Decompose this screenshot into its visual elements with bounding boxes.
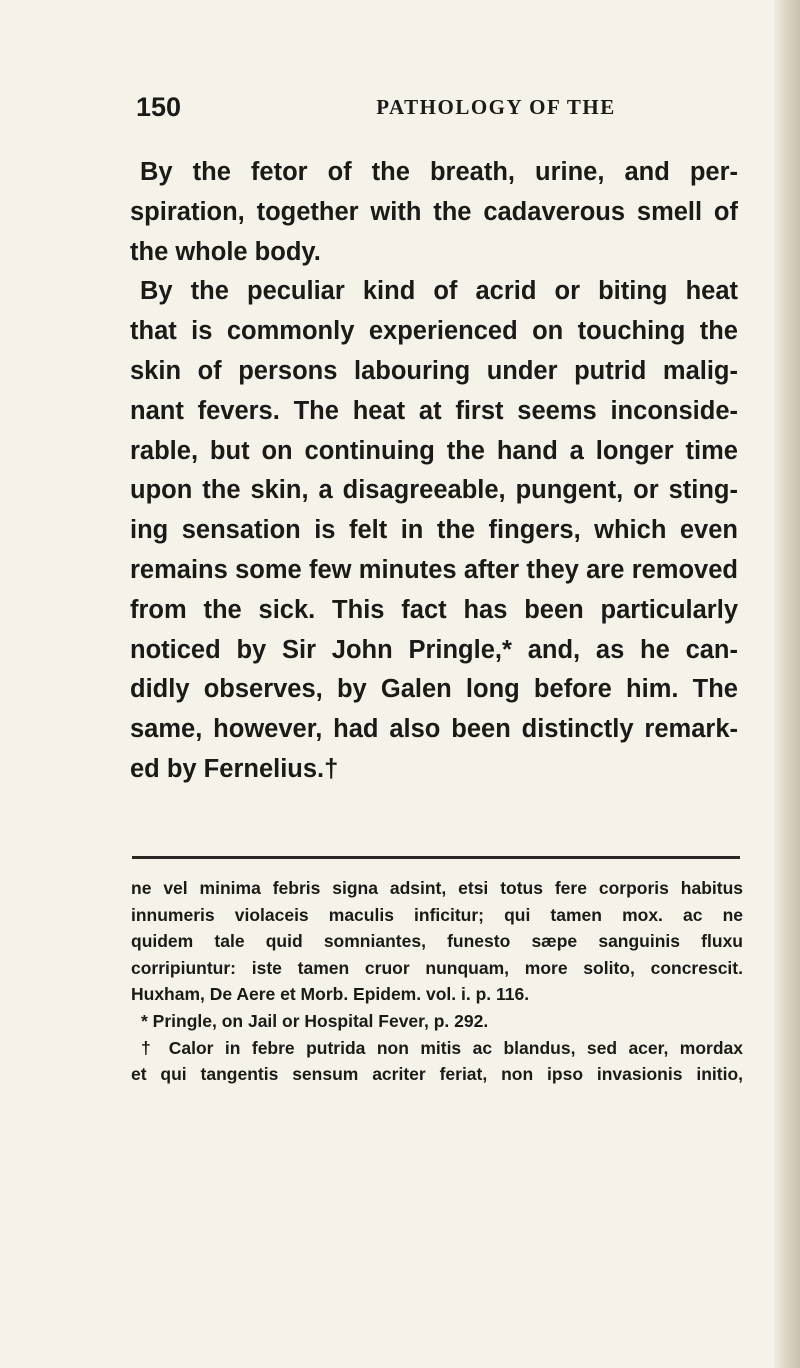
page-header: [136, 92, 756, 126]
footnote-line: † Calor in febre putrida non mitis ac blandus, sed acer, mordax: [141, 1037, 743, 1058]
body-text: [130, 153, 738, 790]
body-line: remains some few minutes after they are removed: [130, 555, 738, 584]
body-line: By the fetor of the breath, urine, and per-: [140, 158, 738, 186]
footnote-line: corripiuntur: iste tamen cruor nunquam, more solito, concrescit.: [131, 957, 743, 978]
footnote-line: et qui tangentis sensum acriter feriat, non ipso invasionis initio,: [131, 1064, 743, 1085]
body-line: noticed by Sir John Pringle,* and, as he can-: [130, 635, 738, 664]
body-line: By the peculiar kind of acrid or biting heat: [140, 277, 738, 306]
body-line: spiration, together with the cadaverous smell of: [130, 197, 738, 226]
body-line: ed by Fernelius.†: [130, 754, 339, 783]
body-line: nant fevers. The heat at first seems inconside-: [130, 396, 738, 425]
running-head: PATHOLOGY OF THE: [376, 95, 616, 119]
body-line: skin of persons labouring under putrid malig-: [130, 356, 738, 385]
body-line: the whole body.: [130, 237, 321, 266]
footnote-line: innumeris violaceis maculis inficitur; qui tamen mox. ac ne: [131, 904, 743, 925]
footnotes: [131, 875, 743, 1088]
body-line: same, however, had also been distinctly remark-: [130, 715, 738, 744]
footnote-line: Huxham, De Aere et Morb. Epidem. vol. i. p. 116.: [131, 984, 530, 1005]
page-number: 150: [136, 92, 182, 122]
body-line: upon the skin, a disagreeable, pungent, or sting-: [130, 476, 738, 505]
footnote-line: ne vel minima febris signa adsint, etsi totus fere corporis habitus: [131, 878, 743, 898]
footnote-rule: [132, 856, 740, 859]
body-line: didly observes, by Galen long before him. The: [130, 675, 738, 704]
body-line: rable, but on continuing the hand a longer time: [130, 436, 738, 465]
body-line: from the sick. This fact has been particularly: [130, 595, 738, 624]
footnote-line: * Pringle, on Jail or Hospital Fever, p. 292.: [141, 1010, 489, 1031]
body-line: that is commonly experienced on touching the: [130, 317, 738, 346]
page-edge-shadow: [774, 0, 800, 1368]
body-line: ing sensation is felt in the fingers, which even: [130, 516, 738, 545]
footnote-line: quidem tale quid somniantes, funesto sæpe sanguinis fluxu: [131, 931, 743, 952]
